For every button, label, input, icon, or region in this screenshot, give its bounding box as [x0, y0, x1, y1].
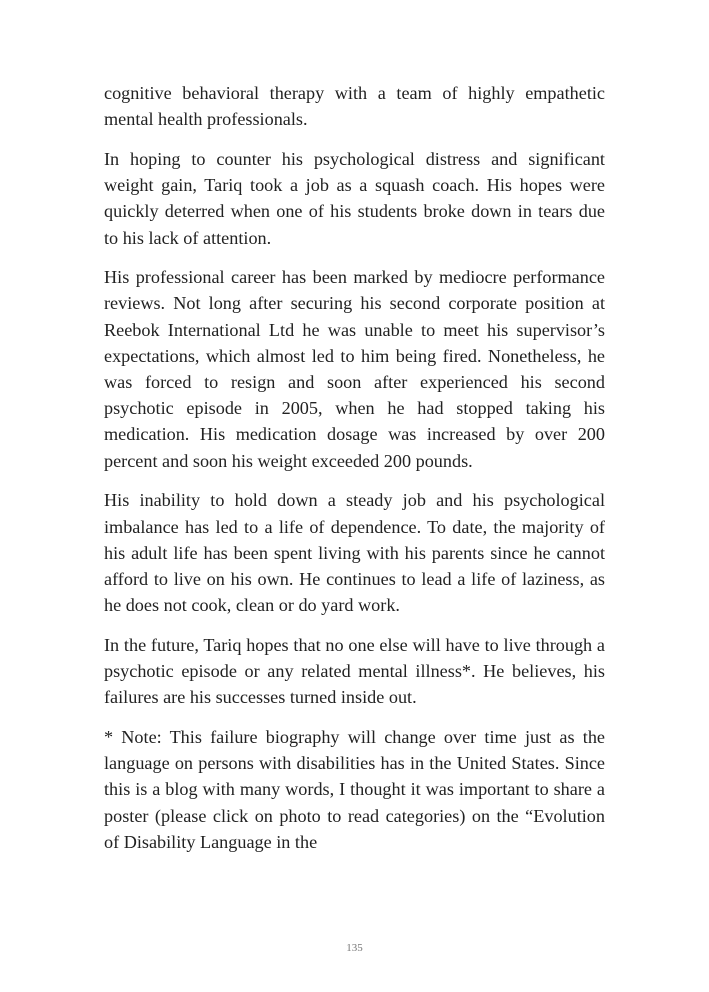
paragraph-future-hopes: In the future, Tariq hopes that no one else will have to live through a psychotic episode or any related mental illness*. He believes, his failures are his successes turned inside out. [104, 634, 605, 708]
body-text [104, 80, 605, 868]
page-number: 135 [346, 942, 363, 954]
paragraph-note: * Note: This failure biography will change over time just as the language on persons with disabilities has in the United States. Since this is a blog with many words, I thought it was important to share a poster (please click on photo to read categories) on the “Evolution of Disability Language in the [104, 726, 605, 852]
paragraph-dependence: His inability to hold down a steady job and his psychological imbalance has led to a life of dependence. To date, the majority of his adult life has been spent living with his parents since he cannot afford to live on his own. He continues to lead a life of laziness, as he does not cook, clean or do yard work. [104, 490, 605, 616]
paragraph-squash-coach: In hoping to counter his psychological distress and significant weight gain, Tariq took a job as a squash coach. His hopes were quickly deterred when one of his students broke down in tears due to his lack of attention. [104, 148, 605, 248]
paragraph-therapy-continuation: cognitive behavioral therapy with a team of highly empathetic mental health professionals. [104, 83, 605, 130]
paragraph-professional-career: His professional career has been marked by mediocre performance reviews. Not long after securing his second corporate position at Reebok International Ltd he was unable to meet his supervisor’s expectations, which almost led to him being fired. Nonetheless, he was forced to resign and soon after experienced his second psychotic episode in 2005, when he had stopped taking his medication. His medication dosage was increased by over 200 percent and soon his weight exceeded 200 pounds. [104, 267, 605, 471]
